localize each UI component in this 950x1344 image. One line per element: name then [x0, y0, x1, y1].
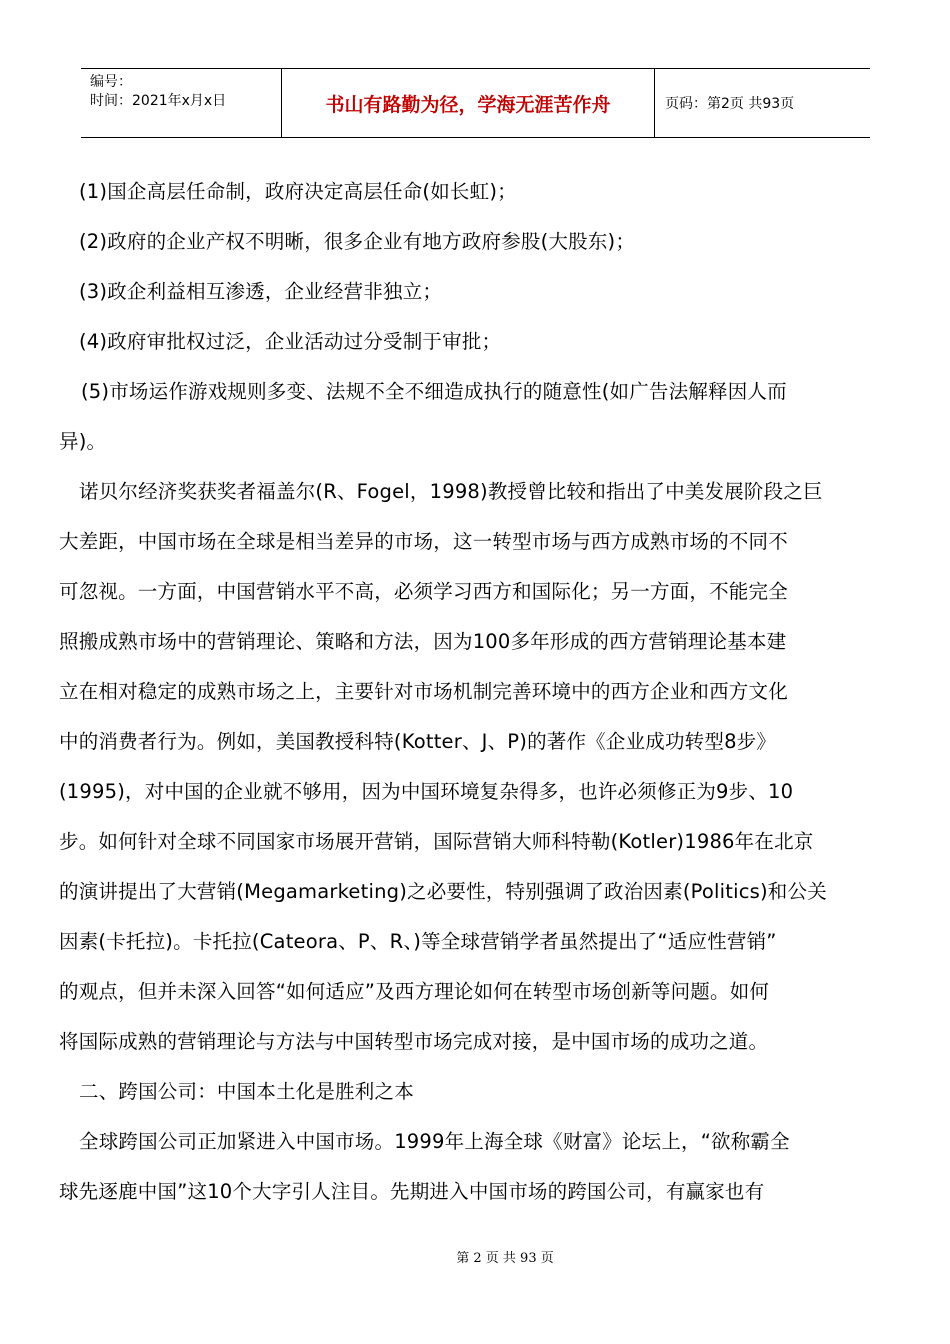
text-line: 将国际成熟的营销理论与方法与中国转型市场完成对接，是中国市场的成功之道。: [59, 1030, 769, 1053]
page-footer: 第 2 页 共 93 页: [456, 1251, 554, 1266]
text-line: (3)政企利益相互渗透，企业经营非独立；: [79, 280, 443, 303]
header-meta: [81, 69, 282, 137]
list-item-5: [59, 367, 895, 467]
header-motto-cell: [282, 69, 655, 137]
list-item-2: [59, 217, 895, 267]
document-number: 编号：: [90, 74, 132, 90]
text-line: 的演讲提出了大营销(Megamarketing)之必要性，特别强调了政治因素(Politics)和公关: [59, 880, 827, 903]
text-line: (1)国企高层任命制，政府决定高层任命(如长虹)；: [79, 180, 517, 203]
text-line: 球先逐鹿中国”这10个大字引人注目。先期进入中国市场的跨国公司，有赢家也有: [59, 1180, 765, 1203]
text-line: 步。如何针对全球不同国家市场展开营销，国际营销大师科特勒(Kotler)1986年在北京: [59, 830, 814, 853]
text-line: 因素(卡托拉)。卡托拉(Cateora、P、R、)等全球营销学者虽然提出了“适应性营销”: [59, 930, 777, 953]
text-line: (1995)，对中国的企业就不够用，因为中国环境复杂得多，也许必须修正为9步、10: [59, 780, 794, 803]
header-motto: 书山有路勤为径，学海无涯苦作舟: [325, 93, 611, 116]
header-page-cell: [655, 69, 870, 137]
list-item-4: [59, 317, 895, 367]
text-line: 诺贝尔经济奖获奖者福盖尔(R、Fogel，1998)教授曾比较和指出了中美发展阶段之巨: [79, 480, 823, 503]
text-line: (2)政府的企业产权不明晰，很多企业有地方政府参股(大股东)；: [79, 230, 636, 253]
paragraph-fogel: [59, 467, 895, 1067]
paragraph-multinational: [59, 1117, 895, 1217]
text-line: 大差距，中国市场在全球是相当差异的市场，这一转型市场与西方成熟市场的不同不: [59, 530, 788, 553]
header-page-number: 页码：第2页 共93页: [665, 96, 795, 112]
text-line: 异)。: [59, 430, 107, 453]
list-item-1: [59, 167, 895, 217]
page-header: [81, 68, 870, 138]
text-line: 全球跨国公司正加紧进入中国市场。1999年上海全球《财富》论坛上，“欲称霸全: [79, 1130, 790, 1153]
text-line: 可忽视。一方面，中国营销水平不高，必须学习西方和国际化；另一方面，不能完全: [59, 580, 788, 603]
document-body: [59, 167, 895, 1217]
list-item-3: [59, 267, 895, 317]
text-line: (4)政府审批权过泛，企业活动过分受制于审批；: [79, 330, 502, 353]
section-heading: [59, 1067, 895, 1117]
text-line: 照搬成熟市场中的营销理论、策略和方法，因为100多年形成的西方营销理论基本建: [59, 630, 787, 653]
heading-line: 二、跨国公司：中国本土化是胜利之本: [79, 1080, 414, 1103]
text-line: (5)市场运作游戏规则多变、法规不全不细造成执行的随意性(如广告法解释因人而: [81, 380, 787, 403]
text-line: 的观点，但并未深入回答“如何适应”及西方理论如何在转型市场创新等问题。如何: [59, 980, 770, 1003]
text-line: 中的消费者行为。例如，美国教授科特(Kotter、J、P)的著作《企业成功转型8步》: [59, 730, 777, 753]
text-line: 立在相对稳定的成熟市场之上，主要针对市场机制完善环境中的西方企业和西方文化: [59, 680, 788, 703]
document-date: 时间：2021年x月x日: [90, 93, 227, 109]
